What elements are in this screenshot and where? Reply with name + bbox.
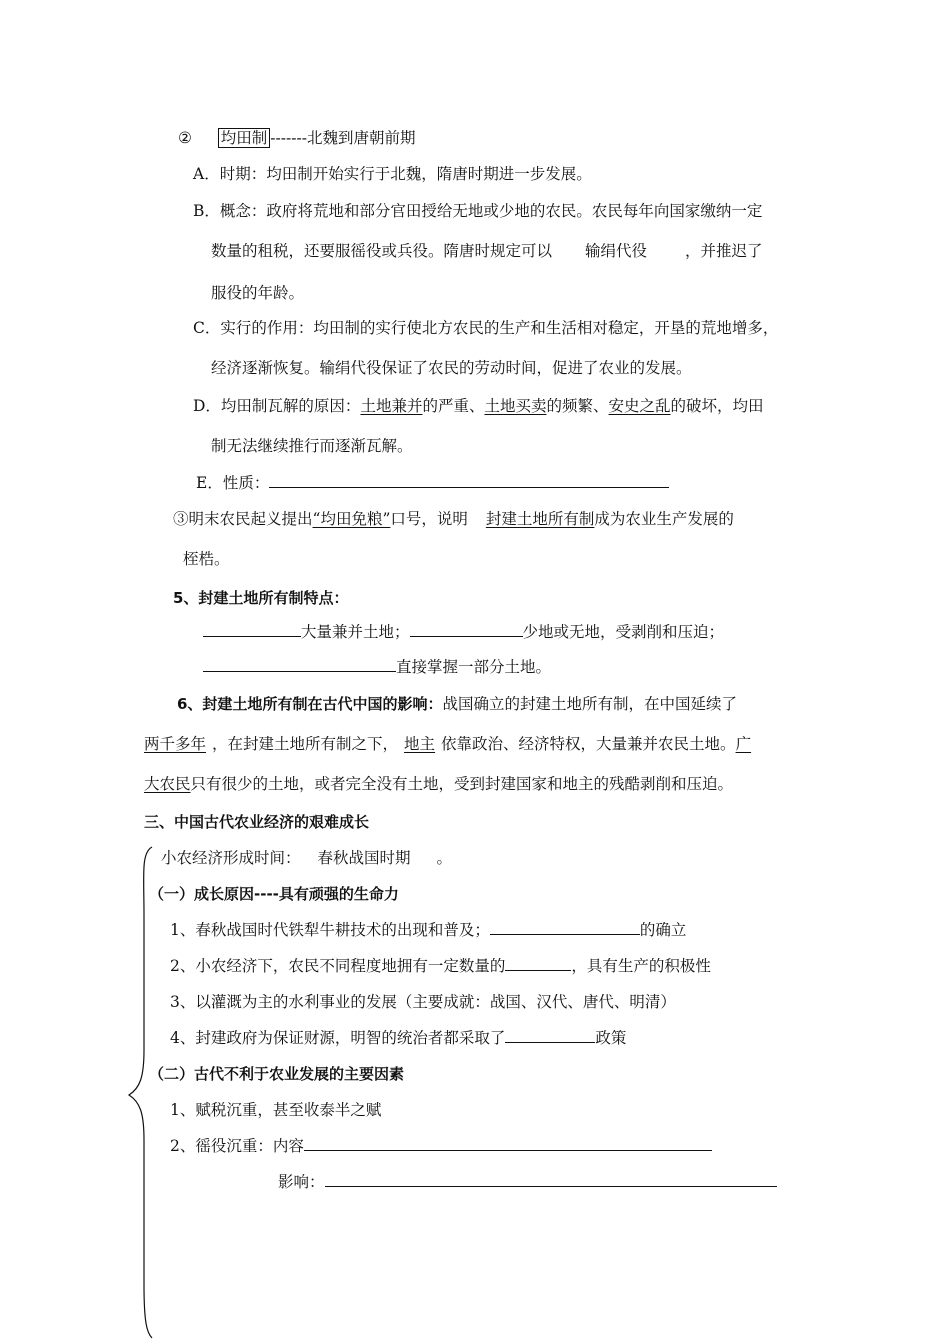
s5-line2[interactable] <box>203 657 551 677</box>
item3-slogan: “均田免粮” <box>312 510 391 528</box>
s6-line1 <box>177 694 737 714</box>
form-value: 春秋战国时期 <box>317 849 411 867</box>
s6-u1: 两千多年 <box>144 735 207 753</box>
g1-item2-tail: ，具有生产的积极性 <box>571 957 711 975</box>
item2-B-line2 <box>211 241 763 261</box>
item3-text1: ③明末农民起义提出 <box>173 510 313 528</box>
s6-text4: 只有很少的土地，或者完全没有土地，受到封建国家和地主的残酷剥削和压迫。 <box>190 775 734 793</box>
d1-text2: 的严重、 <box>422 397 485 415</box>
s6-text2: ，在封建土地所有制之下， <box>212 735 399 753</box>
g2-item2[interactable] <box>170 1136 712 1156</box>
s5-title: 5、封建土地所有制特点： <box>173 589 349 607</box>
g2-effect-label: 影响： <box>278 1173 325 1191</box>
d1-text4: 的破坏，均田 <box>670 397 764 415</box>
s5-blank-3[interactable] <box>203 657 396 672</box>
g1-item4[interactable] <box>170 1028 626 1048</box>
g1-item2[interactable] <box>170 956 711 976</box>
d1-land-trade: 土地买卖 <box>484 397 547 415</box>
g1-item4-blank[interactable] <box>505 1028 595 1043</box>
d1-text3: 的频繁、 <box>546 397 609 415</box>
s6-u3a: 广 <box>735 735 752 753</box>
d1-land-annex: 土地兼并 <box>360 397 423 415</box>
g1-item4-tail: 政策 <box>595 1029 627 1047</box>
g2-item2-text: 2、徭役沉重：内容 <box>170 1137 304 1155</box>
s6-line2 <box>144 734 751 754</box>
item2-dash: ------- <box>270 129 307 147</box>
item2-period: 北魏到唐朝前期 <box>306 129 416 147</box>
s5-text1: 大量兼并土地； <box>301 623 410 641</box>
item2-B-line3: 服役的年龄。 <box>211 284 305 302</box>
item3-text3: 成为农业生产发展的 <box>594 510 734 528</box>
g1-item4-text: 4、封建政府为保证财源，明智的统治者都采取了 <box>170 1029 506 1047</box>
form-time-line <box>161 848 452 868</box>
s6-title: 6、封建土地所有制在古代中国的影响： <box>177 695 443 713</box>
s5-text3: 直接掌握一部分土地。 <box>396 658 552 676</box>
item2-E[interactable] <box>196 473 669 493</box>
form-label: 小农经济形成时间： <box>161 849 301 867</box>
s6-u2: 地主 <box>404 735 436 753</box>
g2-item1: 1、赋税沉重，甚至收泰半之赋 <box>170 1101 382 1119</box>
item2-marker: ② <box>178 129 192 147</box>
s6-u3b: 大农民 <box>144 775 191 793</box>
g1-item1[interactable] <box>170 920 686 940</box>
s6-text1: 战国确立的封建土地所有制，在中国延续了 <box>442 695 737 713</box>
s5-blank-1[interactable] <box>203 622 301 637</box>
item2-title-box: 均田制 <box>218 128 271 148</box>
item2-D-line1 <box>193 396 764 416</box>
item3-answer: 封建土地所有制 <box>485 510 595 528</box>
item3-line2: 桎梏。 <box>183 550 230 568</box>
g1-item2-blank[interactable] <box>505 956 571 971</box>
g2-effect-blank[interactable] <box>325 1172 777 1187</box>
g1-title: （一）成长原因----具有顽强的生命力 <box>149 885 399 903</box>
s5-line1[interactable] <box>203 622 724 642</box>
item2-C-line1: C．实行的作用：均田制的实行使北方农民的生产和生活相对稳定，开垦的荒地增多， <box>193 319 779 337</box>
g1-item1-text: 1、春秋战国时代铁犁牛耕技术的出现和普及； <box>170 921 490 939</box>
item2-C-line2: 经济逐渐恢复。输绢代役保证了农民的劳动时间，促进了农业的发展。 <box>211 359 692 377</box>
item2-heading <box>178 128 415 148</box>
b2-answer: 输绢代役 <box>585 242 648 260</box>
b2-tail: ，并推迟了 <box>685 242 763 260</box>
s6-line3 <box>144 774 733 794</box>
e-label: E．性质： <box>196 474 270 492</box>
item2-B-line1: B．概念：政府将荒地和部分官田授给无地或少地的农民。农民每年向国家缴纳一定 <box>193 202 763 220</box>
item2-D-line2: 制无法继续推行而逐渐瓦解。 <box>211 437 413 455</box>
g1-item1-tail: 的确立 <box>639 921 687 939</box>
item3-text2: 口号，说明 <box>390 510 468 528</box>
g1-item1-blank[interactable] <box>490 920 640 935</box>
item3-line1 <box>173 509 734 529</box>
g2-content-blank[interactable] <box>304 1136 712 1151</box>
s5-blank-2[interactable] <box>410 622 523 637</box>
s6-text3: 依靠政治、经济特权，大量兼并农民土地。 <box>441 735 736 753</box>
g1-item3: 3、以灌溉为主的水利事业的发展（主要成就：战国、汉代、唐代、明清） <box>170 993 676 1011</box>
g2-title: （二）古代不利于农业发展的主要因素 <box>149 1065 405 1083</box>
left-brace-icon <box>124 845 154 1340</box>
e-blank[interactable] <box>269 473 669 488</box>
item2-A: A．时期：均田制开始实行于北魏，隋唐时期进一步发展。 <box>193 165 592 183</box>
s5-text2: 少地或无地，受剥削和压迫； <box>522 623 725 641</box>
form-end: 。 <box>436 849 453 867</box>
sec3-title: 三、中国古代农业经济的艰难成长 <box>144 813 370 831</box>
d1-text: D．均田制瓦解的原因： <box>193 397 361 415</box>
g2-effect[interactable] <box>278 1172 777 1192</box>
b2-text: 数量的租税，还要服徭役或兵役。隋唐时规定可以 <box>211 242 553 260</box>
d1-anshi: 安史之乱 <box>608 397 671 415</box>
g1-item2-text: 2、小农经济下，农民不同程度地拥有一定数量的 <box>170 957 506 975</box>
